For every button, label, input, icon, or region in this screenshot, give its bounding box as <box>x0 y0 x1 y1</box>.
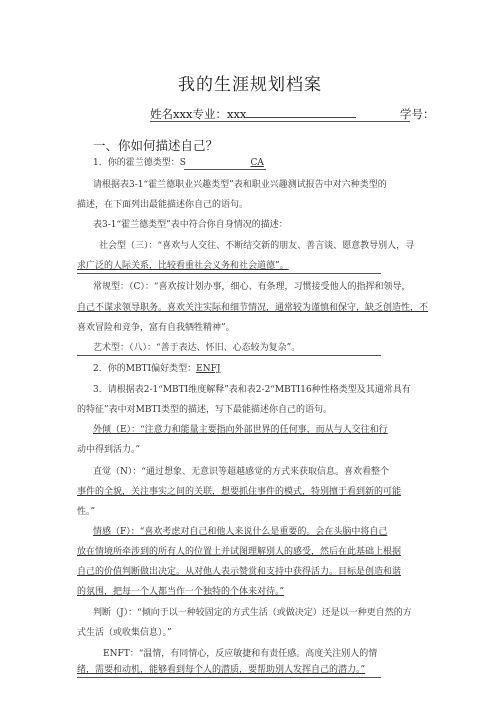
judging-line-1: 判断（J）：“倾向于以一种较固定的方式生活（或做决定）还是以一种更自然的方 <box>93 608 412 618</box>
name-major-line <box>150 106 435 122</box>
name-blank-line <box>246 107 356 118</box>
feeling-line-1: 情感（F）：“喜欢考虑对自己和他人来说什么是重要的。会在头脑中将自己 <box>93 527 388 537</box>
social-type-line-1: 社会型（三）：“喜欢与人交往、不断结交新的朋友、善言谈、愿意教导别人，寻 <box>99 241 415 251</box>
feeling-line-4: 的氛围，把每一个人都当作一个独特的个体来对待。” <box>77 587 285 597</box>
artistic-type-line: 艺术型：（八）：“善于表达、怀旧、心态较为复杂”。 <box>93 343 301 353</box>
holland-desc-line-2: 描述，在下面列出最能描述你自己的语句。 <box>77 200 249 210</box>
extravert-line-2: 动中得到活力。” <box>77 445 141 455</box>
feeling-line-3: 自己的价值判断做出决定。从对他人表示赞赏和支持中获得活力。目标是创造和谐 <box>77 567 402 577</box>
conventional-line-3: 喜欢冒险和竞争，富有自我牺牲精神”。 <box>77 323 235 333</box>
enfj-line-1: ENFT：“温情，有同情心，反应敏捷和有责任感。高度关注别人的情 <box>103 649 378 659</box>
table-caption: 表3-1“霍兰德类型”表中符合你自身情况的描述： <box>93 220 288 230</box>
conventional-line-1: 常规型：（C）：“喜欢按计划办事，细心、有条理，习惯接受他人的指挥和领导， <box>93 282 411 292</box>
mbti-type-answer: ENFJ <box>196 364 221 374</box>
extravert-text-1: 外倾（E）：“注意力和能量主要指向外部世界的任何事，而从与人交往和行 <box>93 425 388 435</box>
extravert-line-1 <box>93 424 388 436</box>
enfj-rule <box>77 677 381 678</box>
section-heading: 一、你如何描述自己？ <box>93 138 219 153</box>
student-number-label: 学号： <box>400 107 435 121</box>
holland-type-line <box>93 157 264 169</box>
holland-answer-text: CA <box>250 158 264 168</box>
header-underline <box>150 121 410 122</box>
mbti-type-label: 2．你的MBTI偏好类型： <box>93 364 197 374</box>
conventional-line-2: 自己不谋求领导职务。喜欢关注实际和细节情况，通常较为谨慎和保守，缺乏创造性，不 <box>77 303 429 313</box>
name-major-label: 姓名xxx专业：xxx <box>150 107 247 121</box>
holland-type-answer <box>186 157 264 169</box>
artistic-rule <box>77 355 381 356</box>
page-title: 我的生涯规划档案 <box>178 75 322 95</box>
social-rule <box>77 273 381 274</box>
feeling-line-2: 放在情境所牵涉到的所有人的位置上并试图理解别人的感受，然后在此基础上根据 <box>77 547 402 557</box>
holland-type-label: 1．你的霍兰德类型：S <box>93 158 186 168</box>
holland-desc-line-1: 请根据表3-1“霍兰德职业兴趣类型”表和职业兴趣测试报告中对六种类型的 <box>93 180 387 190</box>
mbti-question-line-2: 的特征”表中对MBTI类型的描述，写下最能描述你自己的语句。 <box>77 405 332 415</box>
mbti-question-line-1: 3．请根据表2-1“MBTI维度解释”表和表2-2“MBTI16种性格类型及其通常具有 <box>93 385 411 395</box>
holland-underline <box>184 169 266 170</box>
mbti-type-line <box>93 363 220 375</box>
intuition-line-3: 性。” <box>77 507 96 517</box>
social-type-line-2: 求广泛的人际关系，比较看重社会义务和社会道德”。 <box>77 261 289 271</box>
enfj-line-2: 绪，需要和动机，能够看到每个人的潜质，要帮助别人发挥自己的潜力。” <box>77 665 366 675</box>
judging-line-2: 式生活（或收集信息）。” <box>77 628 172 638</box>
intuition-line-1: 直觉（N）：“通过想象、无意识等超越感觉的方式来获取信息。喜欢看整个 <box>93 467 389 477</box>
intuition-line-2: 事件的全貌，关注事实之间的关联，想要抓住事件的模式，特别擅于看到新的可能 <box>77 487 402 497</box>
